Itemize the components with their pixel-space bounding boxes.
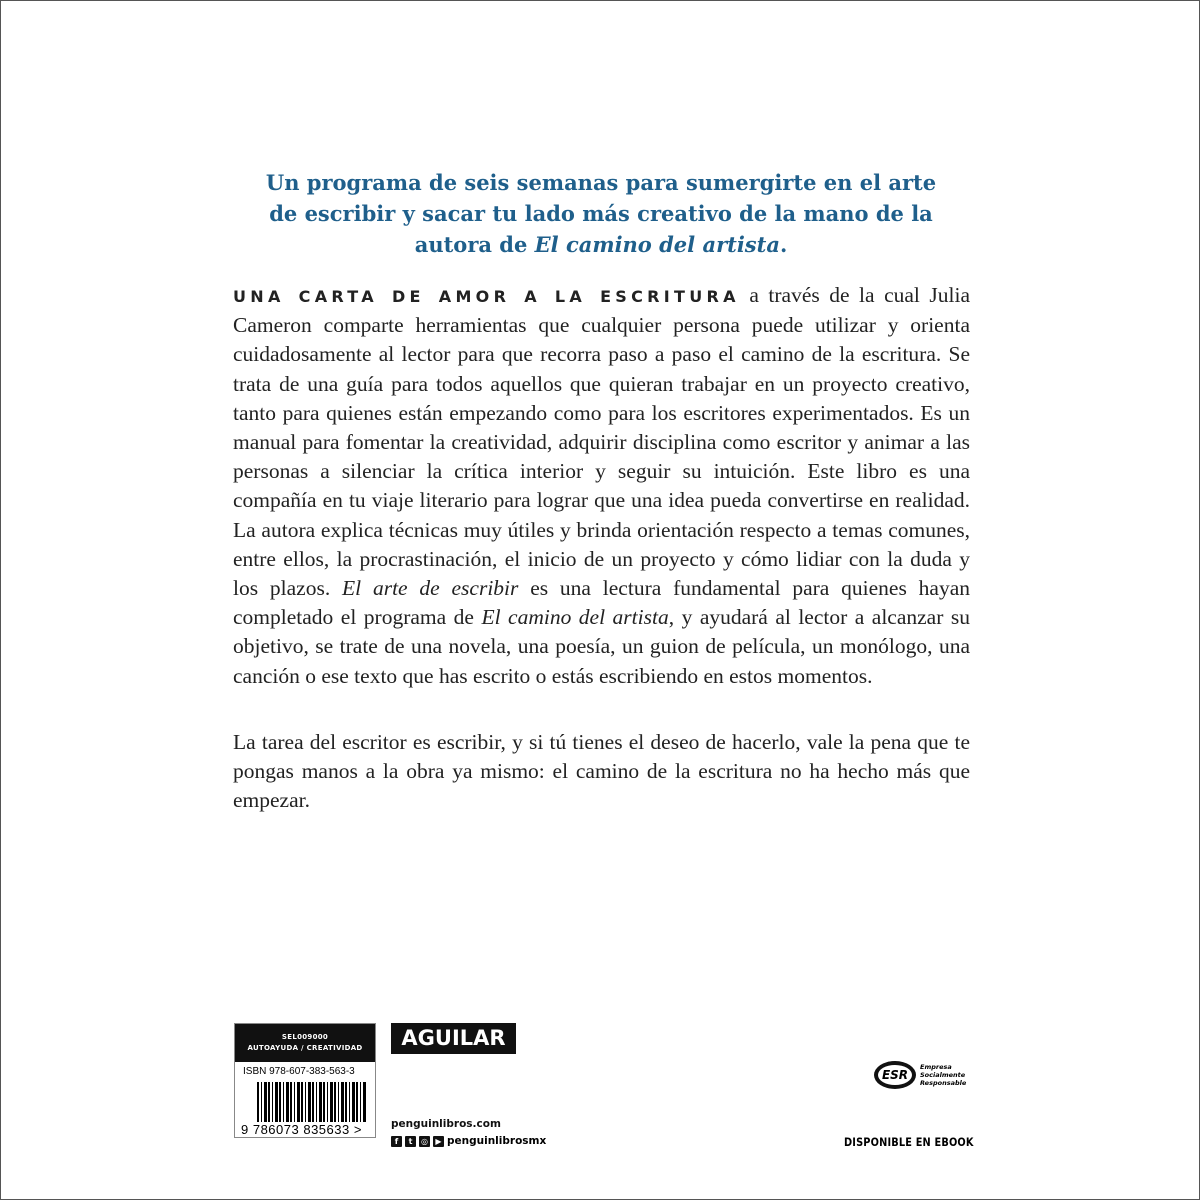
tagline-text: Un programa de seis semanas para sumergirte en el arte de escribir y sacar tu lado más creativo de la mano de la autora de	[265, 170, 937, 257]
ebook-notice: DISPONIBLE EN EBOOK	[844, 1135, 974, 1149]
esr-line: Socialmente	[920, 1071, 966, 1079]
isbn: ISBN 978-607-383-563-3	[243, 1066, 355, 1077]
closing-paragraph: La tarea del escritor es escribir, y si tú tienes el deseo de hacerlo, vale la pena que te pongas manos a la obra ya mismo: el camino de la escritura no ha hecho más que empezar.	[233, 730, 970, 813]
text: a través de la cual Julia Cameron comparte herramientas que cualquier persona puede utilizar y orienta cuidadosamente al lector para que recorra paso a paso el camino de la escritura. Se trata de una guía para todos aquellos que quieran trabajar en un proyecto creativo, tanto para quienes están empezando como para los escritores experimentados. Es un manual para fomentar la creatividad, adquirir disciplina como escritor y animar a las personas a silenciar la crítica interior y seguir su intuición. Este libro es una compañía en tu viaje literario para lograr que una idea pueda convertirse en realidad. La autora explica técnicas muy útiles y brinda orientación respecto a temas comunes, entre ellos, la procrastinación, el inicio de un proyecto y cómo lidiar con la duda y los plazos.	[233, 283, 970, 601]
book-title: El camino del artista	[481, 605, 669, 630]
esr-logo: ESR	[874, 1061, 916, 1089]
esr-badge	[874, 1061, 966, 1089]
description-paragraph	[233, 281, 970, 691]
category-name: AUTOAYUDA / CREATIVIDAD	[247, 1044, 363, 1052]
instagram-icon: ◎	[419, 1136, 430, 1147]
barcode	[257, 1082, 367, 1122]
social-links	[391, 1135, 546, 1147]
barcode-number: 9 786073 835633 >	[241, 1122, 371, 1137]
website: penguinlibros.com	[391, 1118, 501, 1130]
text: , y ayudará al lector a alcanzar su objetivo, se trate de una novela, una poesía, un guion de película, un monólogo, una canción o ese texto que has escrito o estás escribiendo en estos momentos.	[233, 605, 970, 688]
twitter-icon: t	[405, 1136, 416, 1147]
lead-heading: UNA CARTA DE AMOR A LA ESCRITURA	[233, 287, 740, 306]
tagline-title: El camino del artista	[534, 232, 780, 257]
esr-line: Empresa	[920, 1063, 952, 1071]
youtube-icon: ▶	[433, 1136, 444, 1147]
book-title: El arte de escribir	[342, 576, 519, 601]
social-handle: penguinlibrosmx	[447, 1135, 547, 1147]
esr-text	[920, 1063, 966, 1087]
esr-line: Responsable	[920, 1079, 967, 1087]
tagline-end: .	[779, 232, 788, 257]
text: es una lectura fundamental para quienes hayan completado el programa de	[233, 576, 970, 630]
category-code: SEL009000	[281, 1033, 329, 1041]
barcode-box	[234, 1023, 376, 1138]
category-label	[235, 1024, 375, 1062]
facebook-icon: f	[391, 1136, 402, 1147]
publisher-logo: AGUILAR	[391, 1023, 516, 1054]
tagline	[261, 167, 941, 260]
